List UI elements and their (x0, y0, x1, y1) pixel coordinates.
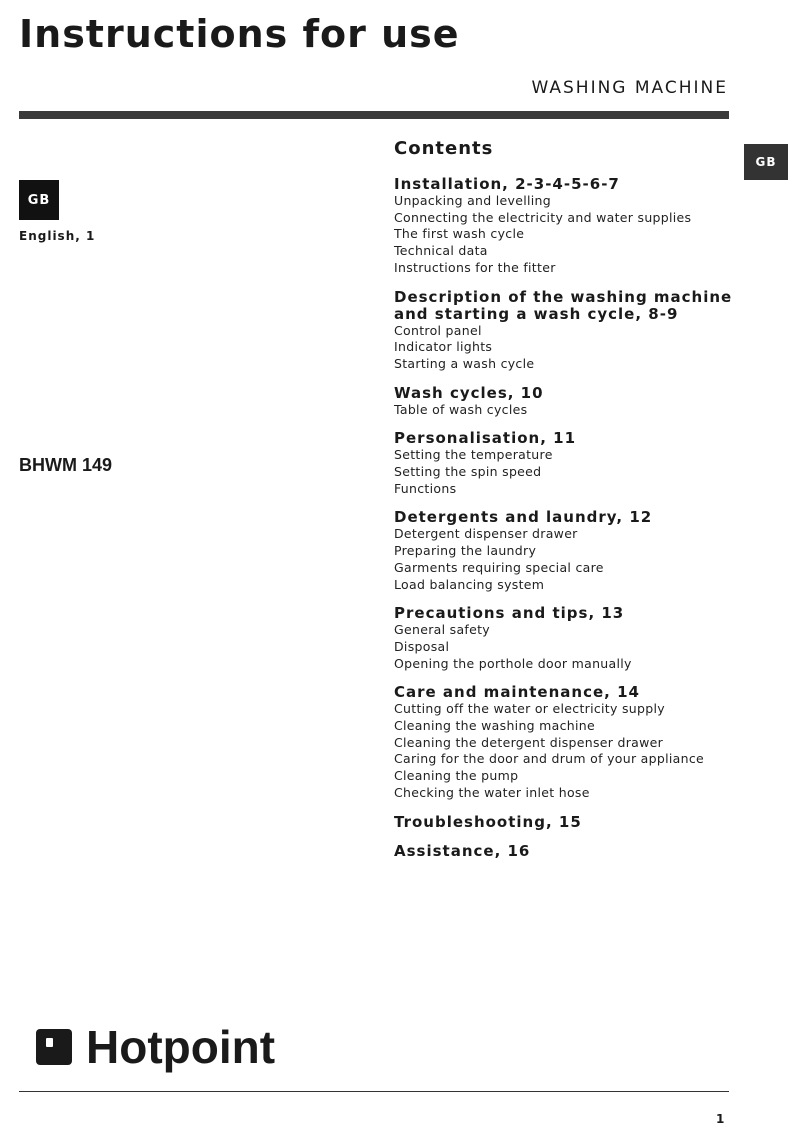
toc-item: Cutting off the water or electricity supply (394, 701, 665, 717)
toc-item: Table of wash cycles (394, 401, 528, 417)
toc-item: Instructions for the fitter (394, 259, 556, 275)
toc-item: Checking the water inlet hose (394, 784, 590, 800)
language-badge: GB (19, 180, 59, 220)
toc-heading: Personalisation, 11 (394, 429, 577, 448)
product-type: WASHING MACHINE (531, 78, 728, 98)
toc-item: Starting a wash cycle (394, 355, 535, 371)
toc-item: Cleaning the washing machine (394, 718, 596, 734)
toc-heading: Troubleshooting, 15 (394, 812, 582, 831)
toc-heading: Precautions and tips, 13 (394, 604, 625, 623)
page-number: 1 (716, 1112, 725, 1126)
toc-section-installation (394, 176, 734, 277)
toc-item: Control panel (394, 322, 482, 338)
language-label: English, 1 (19, 229, 96, 243)
footer-divider (19, 1091, 729, 1092)
toc-section-detergents (394, 509, 734, 593)
toc-item: The first wash cycle (394, 226, 525, 242)
toc-item: Load balancing system (394, 576, 545, 592)
toc-section-care (394, 684, 734, 801)
contents-title: Contents (394, 138, 494, 159)
toc-item: Indicator lights (394, 339, 493, 355)
toc-section-assistance (394, 843, 734, 860)
header-divider (19, 111, 729, 119)
toc-heading: and starting a wash cycle, 8-9 (394, 304, 679, 323)
toc-section-personalisation (394, 430, 734, 497)
toc-heading: Detergents and laundry, 12 (394, 508, 653, 527)
toc-item: Unpacking and levelling (394, 193, 551, 208)
toc-item: Opening the porthole door manually (394, 655, 632, 671)
toc-heading: Installation, 2-3-4-5-6-7 (394, 175, 620, 193)
toc-item: Cleaning the detergent dispenser drawer (394, 734, 664, 750)
toc-item: Detergent dispenser drawer (394, 526, 578, 542)
toc-item: Caring for the door and drum of your appliance (394, 751, 704, 767)
page-title: Instructions for use (19, 12, 460, 56)
toc-section-description (394, 289, 734, 373)
toc-item: Preparing the laundry (394, 543, 537, 559)
brand-name: Hotpoint (86, 1021, 276, 1073)
toc-item: Setting the temperature (394, 447, 553, 463)
model-number: BHWM 149 (19, 455, 113, 475)
toc-section-wash-cycles (394, 385, 734, 419)
toc-item: Functions (394, 480, 457, 496)
toc-item: Cleaning the pump (394, 768, 519, 784)
toc-section-troubleshooting (394, 814, 734, 831)
toc-heading: Description of the washing machine (394, 287, 733, 306)
brand-logo (36, 1021, 276, 1073)
toc-item: Technical data (394, 243, 488, 259)
toc-section-precautions (394, 605, 734, 672)
toc-item: Disposal (394, 638, 450, 654)
toc-heading: Assistance, 16 (394, 841, 531, 860)
toc-heading: Wash cycles, 10 (394, 383, 544, 402)
toc-item: General safety (394, 622, 490, 638)
toc-item: Connecting the electricity and water supplies (394, 209, 692, 225)
toc-item: Setting the spin speed (394, 464, 542, 480)
language-side-tab: GB (744, 144, 788, 180)
table-of-contents (394, 138, 734, 872)
toc-item: Garments requiring special care (394, 559, 604, 575)
toc-heading: Care and maintenance, 14 (394, 683, 640, 702)
brand-mark-icon (36, 1029, 72, 1065)
